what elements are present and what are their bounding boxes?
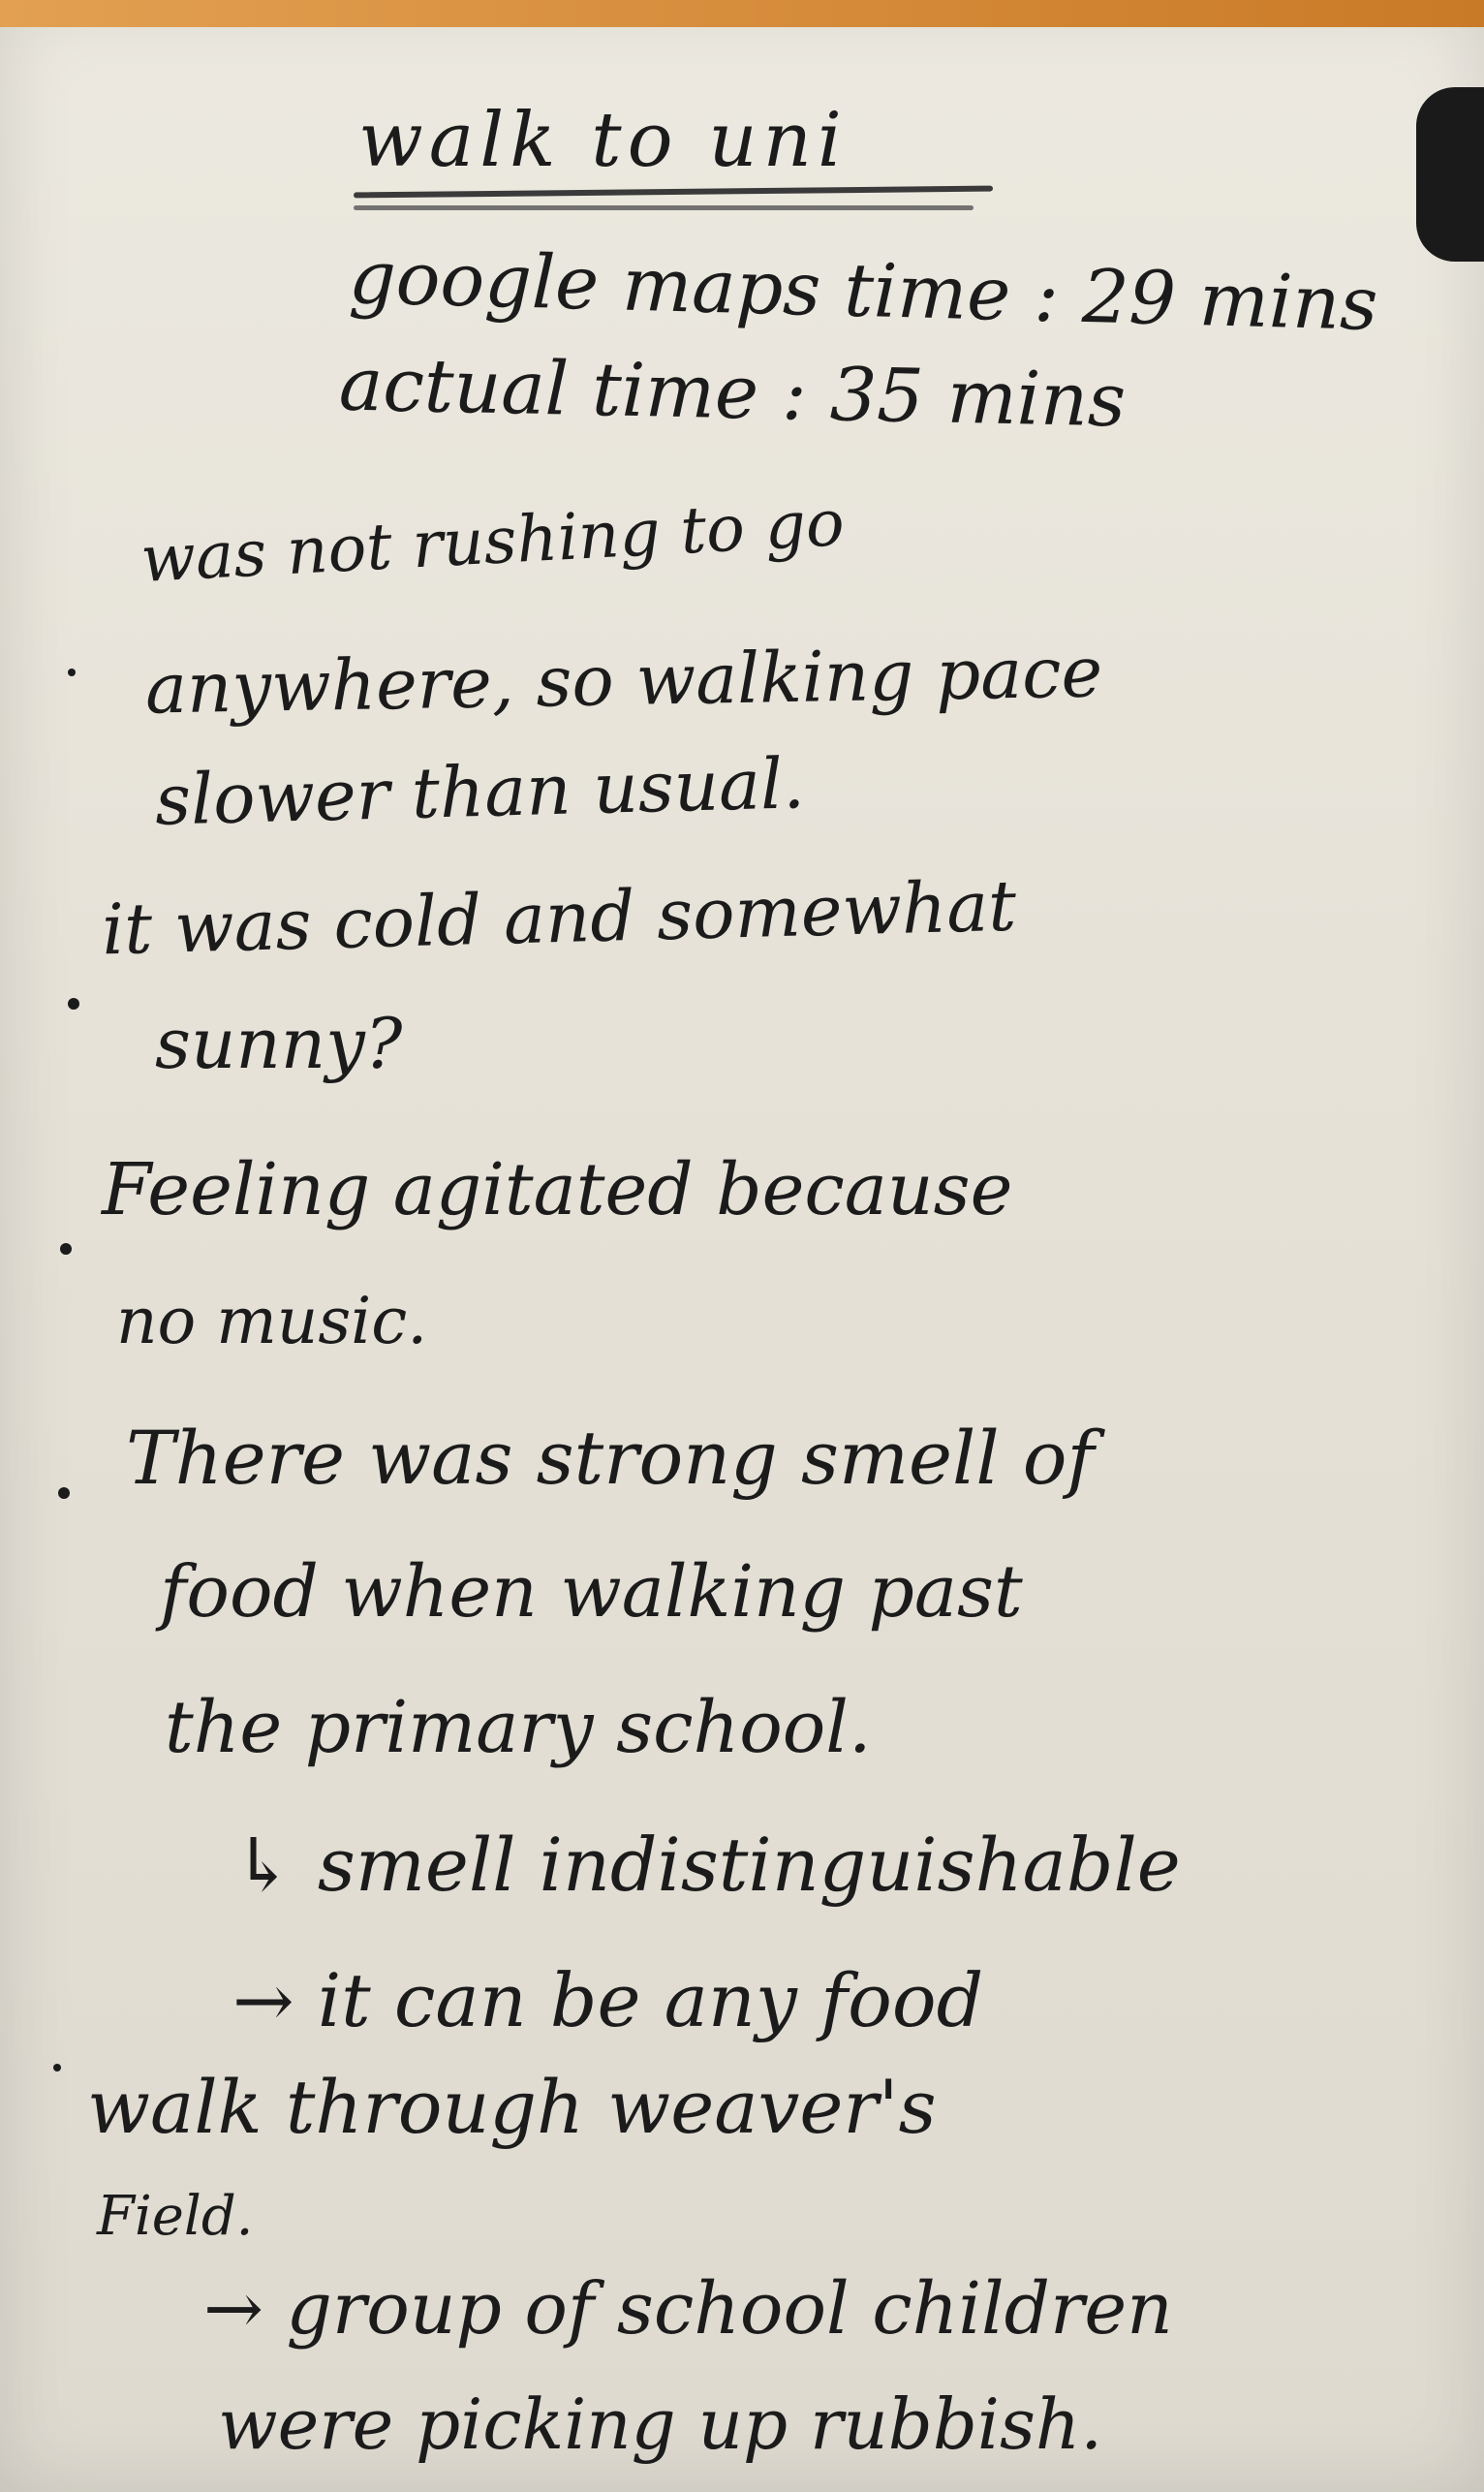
bullet-4-subpoint-2: → it can be any food	[232, 1957, 984, 2043]
page-corner-shadow	[1416, 87, 1484, 262]
actual-time: actual time : 35 mins	[338, 340, 1127, 444]
bullet-dot	[53, 2064, 61, 2071]
google-maps-time: google maps time : 29 mins	[348, 234, 1379, 347]
table-edge	[0, 0, 1484, 27]
bullet-5-subpoint-2: were picking up rubbish.	[218, 2383, 1103, 2465]
bullet-5-line-1: walk through weaver's	[87, 2064, 937, 2150]
bullet-1-line-3: slower than usual.	[154, 742, 806, 841]
bullet-3-line-2: no music.	[116, 1284, 428, 1358]
bullet-dot	[68, 998, 79, 1010]
bullet-4-line-1: There was strong smell of	[126, 1415, 1095, 1501]
bullet-2-line-1: it was cold and somewhat	[101, 864, 1018, 971]
bullet-2-line-2: sunny?	[155, 1003, 403, 1084]
bullet-1-line-2: anywhere, so walking pace	[144, 631, 1103, 730]
bullet-4-line-2: food when walking past	[160, 1550, 1023, 1634]
bullet-4-line-3: the primary school.	[165, 1686, 872, 1769]
bullet-5-subpoint-1: → group of school children	[203, 2267, 1173, 2351]
title-underline	[354, 186, 993, 199]
bullet-3-line-1: Feeling agitated because	[102, 1148, 1013, 1231]
bullet-5-line-2: Field.	[97, 2185, 254, 2248]
bullet-4-subpoint-1: ↳ smell indistinguishable	[232, 1822, 1181, 1908]
title-underline-second	[354, 205, 974, 210]
bullet-1-line-1: was not rushing to go	[139, 485, 847, 597]
bullet-dot	[60, 1243, 72, 1255]
note-title: walk to uni	[358, 97, 848, 184]
bullet-dot	[68, 669, 76, 676]
bullet-dot	[58, 1487, 70, 1499]
